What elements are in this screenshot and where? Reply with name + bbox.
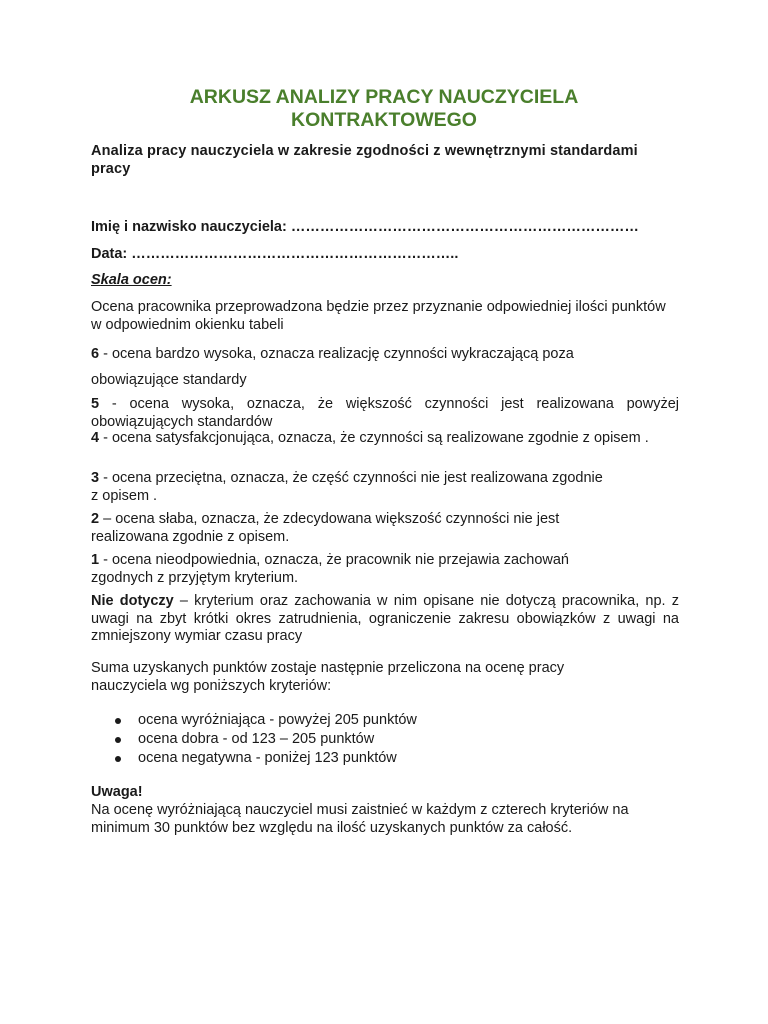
not-applicable-label: Nie dotyczy bbox=[91, 593, 174, 609]
note-heading: Uwaga! bbox=[91, 784, 143, 800]
bullet-icon bbox=[115, 737, 121, 743]
teacher-name-label: Imię i nazwisko nauczyciela: bbox=[91, 219, 287, 235]
scale-item-1 bbox=[91, 552, 621, 587]
document-subtitle: Analiza pracy nauczyciela w zakresie zgodności z wewnętrznymi standardami pracy bbox=[91, 143, 638, 177]
scale-item-text: - ocena wysoka, oznacza, że większość czynności jest realizowana powyżej obowiązujących standardów bbox=[91, 396, 679, 430]
scale-item-number: 2 bbox=[91, 511, 100, 527]
scale-item-text: - ocena nieodpowiednia, oznacza, że pracownik nie przejawia zachowań zgodnych z przyjętym kryterium. bbox=[91, 552, 569, 586]
scale-item-text: – ocena słaba, oznacza, że zdecydowana większość czynności nie jest realizowana zgodnie z opisem. bbox=[91, 511, 560, 545]
list-item bbox=[91, 749, 651, 768]
scale-item-text: - ocena satysfakcjonująca, oznacza, że czynności są realizowane zgodnie z opisem . bbox=[99, 430, 649, 446]
grade-thresholds-list bbox=[91, 711, 651, 768]
list-item bbox=[91, 711, 651, 730]
scale-item-5 bbox=[91, 396, 679, 431]
grade-text: ocena negatywna - poniżej 123 punktów bbox=[138, 750, 397, 766]
list-item bbox=[91, 730, 651, 749]
bullet-icon bbox=[115, 718, 121, 724]
note-text: Na ocenę wyróżniającą nauczyciel musi zaistnieć w każdym z czterech kryteriów na minimum 30 punktów bez względu na ilość uzyskanych punktów za całość. bbox=[91, 802, 629, 836]
scale-item-4 bbox=[91, 430, 651, 448]
date-field bbox=[91, 246, 679, 264]
grade-text: ocena wyróżniająca - powyżej 205 punktów bbox=[138, 712, 417, 728]
scale-item-3 bbox=[91, 470, 679, 488]
scale-item-text: - ocena przeciętna, oznacza, że część czynności nie jest realizowana zgodnie bbox=[99, 470, 603, 486]
teacher-name-field bbox=[91, 219, 679, 237]
teacher-name-dots: ……………………………………………………………… bbox=[290, 219, 639, 235]
scale-item-text: - ocena bardzo wysoka, oznacza realizację czynności wykraczającą poza bbox=[99, 346, 574, 362]
title-line-2: KONTRAKTOWEGO bbox=[291, 109, 477, 131]
bullet-icon bbox=[115, 756, 121, 762]
scale-item-3-continuation: z opisem . bbox=[91, 488, 158, 504]
not-applicable-note bbox=[91, 593, 679, 646]
scale-item-number: 6 bbox=[91, 346, 100, 362]
scale-intro: Ocena pracownika przeprowadzona będzie przez przyznanie odpowiedniej ilości punktów w odpowiednim okienku tabeli bbox=[91, 299, 666, 333]
grade-text: ocena dobra - od 123 – 205 punktów bbox=[138, 731, 375, 747]
scale-item-number: 4 bbox=[91, 430, 100, 446]
document-title bbox=[90, 86, 678, 132]
summary-paragraph: Suma uzyskanych punktów zostaje następnie przeliczona na ocenę pracy nauczyciela wg poniższych kryteriów: bbox=[91, 660, 565, 694]
date-dots: ………………………………………………………….. bbox=[131, 246, 459, 262]
scale-heading-row bbox=[91, 272, 679, 290]
scale-item-2 bbox=[91, 511, 621, 546]
scale-heading: Skala ocen: bbox=[91, 272, 172, 288]
scale-item-number: 5 bbox=[91, 396, 100, 412]
not-applicable-text: – kryterium oraz zachowania w nim opisane nie dotyczą pracownika, np. z uwagi na zbyt krótki okres zatrudnienia, ograniczenie zakresu obowiązków z uwagi na zmniejszony wymiar czasu pracy bbox=[91, 593, 679, 644]
scale-item-number: 1 bbox=[91, 552, 100, 568]
scale-item-6 bbox=[91, 346, 679, 364]
title-line-1: ARKUSZ ANALIZY PRACY NAUCZYCIELA bbox=[189, 86, 579, 108]
scale-item-6-continuation: obowiązujące standardy bbox=[91, 372, 247, 388]
date-label: Data: bbox=[91, 246, 128, 262]
scale-item-number: 3 bbox=[91, 470, 100, 486]
